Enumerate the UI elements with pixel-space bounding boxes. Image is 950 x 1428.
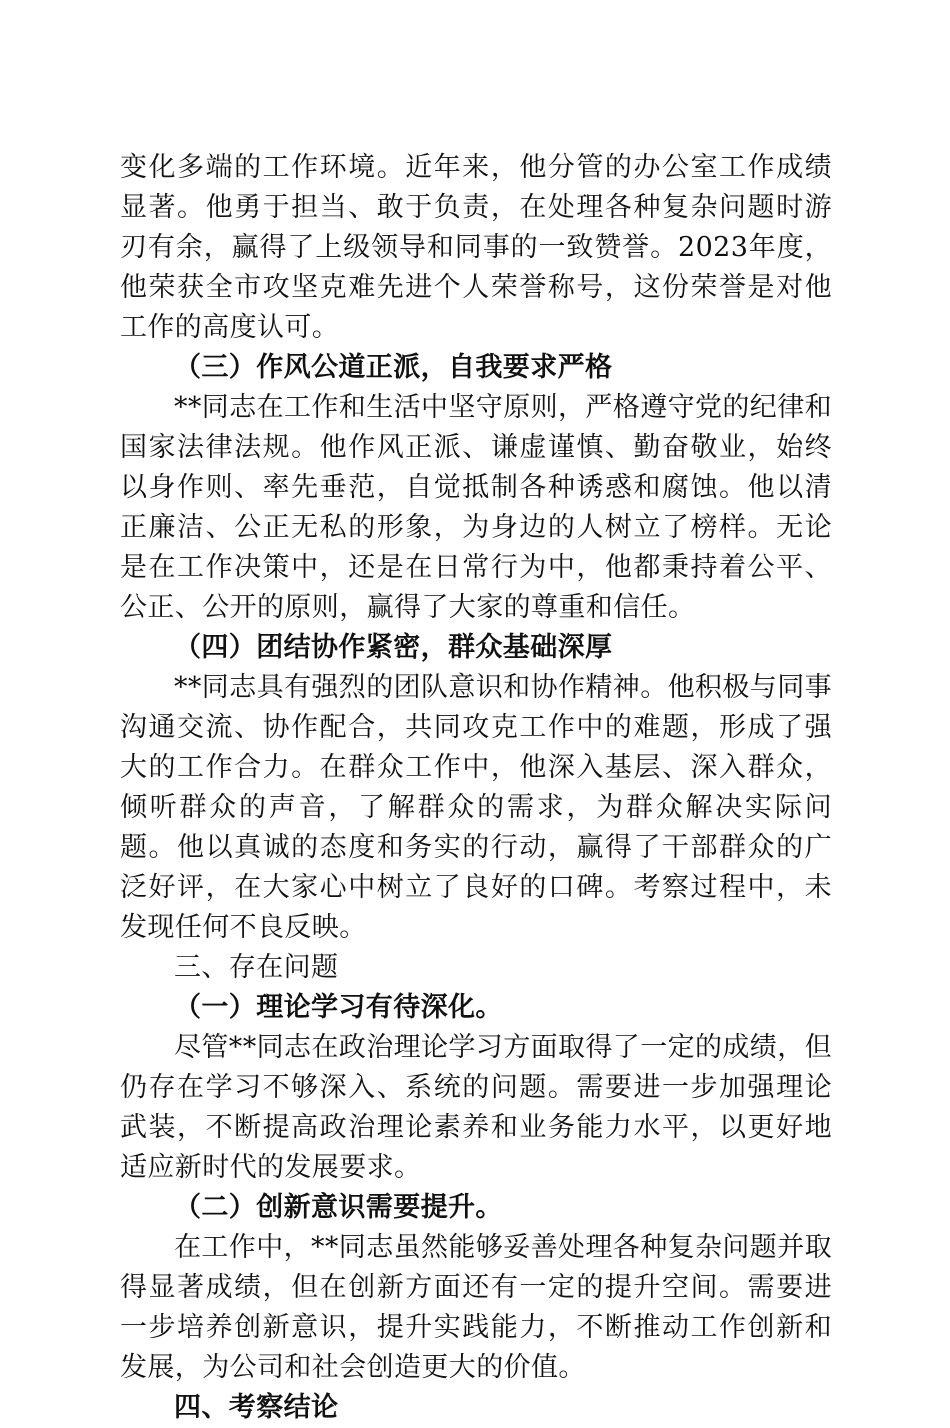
paragraph-innovation: 在工作中，**同志虽然能够妥善处理各种复杂问题并取得显著成绩，但在创新方面还有一定的提升空间。需要进一步培养创新意识，提升实践能力，不断推动工作创新和发展，为公司和社会创造更大的价值。	[120, 1232, 832, 1383]
paragraph-work-style: **同志在工作和生活中坚守原则，严格遵守党的纪律和国家法律法规。他作风正派、谦虚谨慎、勤奋敬业，始终以身作则、率先垂范，自觉抵制各种诱惑和腐蚀。他以清正廉洁、公正无私的形象，为身边的人树立了榜样。无论是在工作决策中，还是在日常行为中，他都秉持着公平、公正、公开的原则，赢得了大家的尊重和信任。	[120, 392, 832, 623]
subheading-work-style: （三）作风公道正派，自我要求严格	[174, 352, 613, 383]
subheading-innovation: （二）创新意识需要提升。	[174, 1192, 503, 1223]
paragraph-achievements-continued: 变化多端的工作环境。近年来，他分管的办公室工作成绩显著。他勇于担当、敢于负责，在处理各种复杂问题时游刃有余，赢得了上级领导和同事的一致赞誉。2023年度，他荣获全市攻坚克难先进个人荣誉称号，这份荣誉是对他工作的高度认可。	[120, 152, 832, 343]
heading-inspection-conclusion: 四、考察结论	[174, 1392, 339, 1423]
document-body	[120, 148, 832, 1428]
subheading-theory-study: （一）理论学习有待深化。	[174, 992, 503, 1023]
paragraph-teamwork: **同志具有强烈的团队意识和协作精神。他积极与同事沟通交流、协作配合，共同攻克工作中的难题，形成了强大的工作合力。在群众工作中，他深入基层、深入群众，倾听群众的声音，了解群众的需求，为群众解决实际问题。他以真诚的态度和务实的行动，赢得了干部群众的广泛好评，在大家心中树立了良好的口碑。考察过程中，未发现任何不良反映。	[120, 672, 832, 943]
paragraph-theory-study: 尽管**同志在政治理论学习方面取得了一定的成绩，但仍存在学习不够深入、系统的问题。需要进一步加强理论武装，不断提高政治理论素养和业务能力水平，以更好地适应新时代的发展要求。	[120, 1032, 832, 1183]
subheading-teamwork: （四）团结协作紧密，群众基础深厚	[174, 632, 613, 663]
heading-existing-problems: 三、存在问题	[174, 952, 339, 983]
